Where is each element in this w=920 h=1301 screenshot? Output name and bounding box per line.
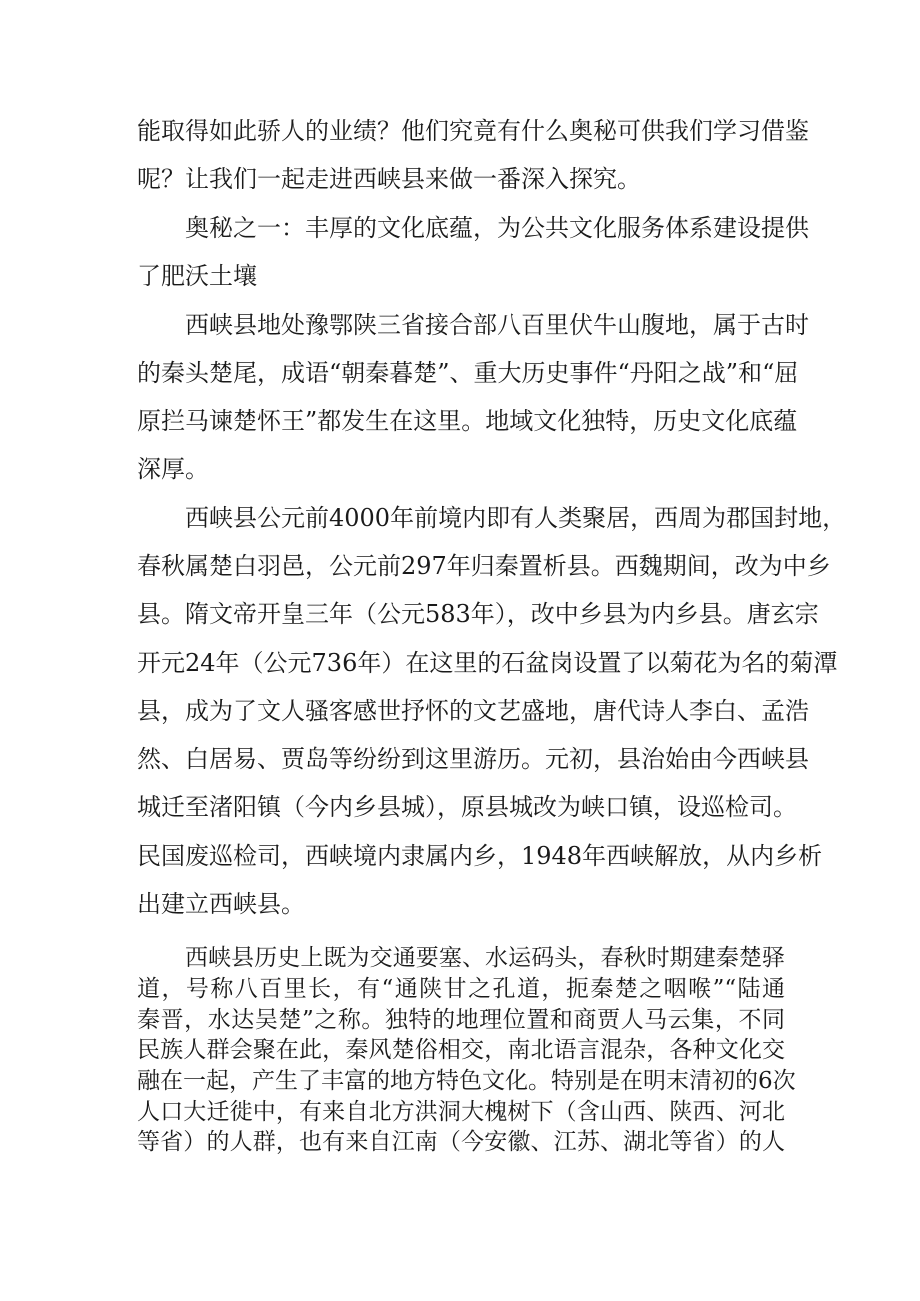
text-line: 了肥沃土壤 [137, 262, 257, 290]
text-line: 西峡县公元前4000年前境内即有人类聚居，西周为郡国封地， [185, 504, 847, 532]
text-line: 民族人群会聚在此，秦风楚俗相交，南北语言混杂，各种文化交 [137, 1037, 785, 1063]
text-line: 等省）的人群，也有来自江南（今安徽、江苏、湖北等省）的人 [137, 1129, 785, 1155]
text-line: 春秋属楚白羽邑，公元前297年归秦置析县。西魏期间，改为中乡 [137, 552, 831, 580]
text-line: 县，成为了文人骚客感世抒怀的文艺盛地，唐代诗人李白、孟浩 [137, 697, 809, 725]
text-line: 呢？让我们一起走进西峡县来做一番深入探究。 [137, 165, 641, 193]
text-line: 民国废巡检司，西峡境内隶属内乡，1948年西峡解放，从内乡析 [137, 842, 823, 870]
text-line: 人口大迁徙中，有来自北方洪洞大槐树下（含山西、陕西、河北 [137, 1099, 785, 1125]
text-line: 县。隋文帝开皇三年（公元583年），改中乡县为内乡县。唐玄宗 [137, 600, 819, 628]
text-line: 融在一起，产生了丰富的地方特色文化。特别是在明末清初的6次 [137, 1068, 796, 1094]
text-line: 的秦头楚尾，成语“朝秦暮楚”、重大历史事件“丹阳之战”和“屈 [137, 359, 799, 387]
text-line: 西峡县历史上既为交通要塞、水运码头，春秋时期建秦楚驿 [185, 945, 785, 971]
text-line: 深厚。 [137, 455, 209, 483]
text-line: 然、白居易、贾岛等纷纷到这里游历。元初，县治始由今西峡县 [137, 745, 809, 773]
text-line: 城迁至渚阳镇（今内乡县城），原县城改为峡口镇，设巡检司。 [137, 793, 797, 821]
text-line: 能取得如此骄人的业绩？他们究竟有什么奥秘可供我们学习借鉴 [137, 117, 809, 145]
text-line: 秦晋，水达吴楚”之称。独特的地理位置和商贾人马云集，不同 [137, 1007, 785, 1033]
text-line: 出建立西峡县。 [137, 890, 305, 918]
text-line: 奥秘之一：丰厚的文化底蕴，为公共文化服务体系建设提供 [185, 214, 809, 242]
text-line: 道，号称八百里长，有“通陕甘之孔道，扼秦楚之咽喉”“陆通 [137, 976, 785, 1002]
text-line: 开元24年（公元736年）在这里的石盆岗设置了以菊花为名的菊潭 [137, 649, 838, 677]
text-line: 原拦马谏楚怀王”都发生在这里。地域文化独特，历史文化底蕴 [137, 407, 798, 435]
text-line: 西峡县地处豫鄂陕三省接合部八百里伏牛山腹地，属于古时 [185, 311, 809, 339]
